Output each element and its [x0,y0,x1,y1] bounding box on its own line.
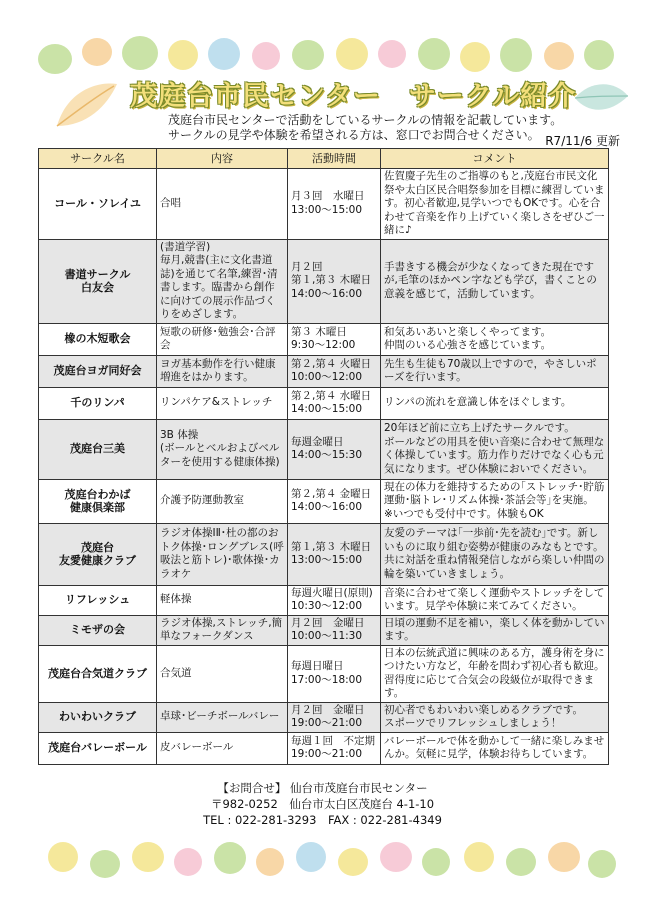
decor-dot [460,42,490,72]
intro-line: サークルの見学や体験を希望される方は、窓口でお問合せください。 [168,128,540,142]
decor-dot [174,848,202,876]
decor-dot [122,36,158,70]
time-cell: 毎週金曜日 14:00～15:30 [288,419,381,479]
decor-dot [422,848,450,876]
table-row [39,615,609,645]
decor-dot [418,38,450,70]
content-cell: ラジオ体操,ストレッチ,簡単なフォークダンス [157,615,288,645]
circle-name-cell: 茂庭台わかば 健康倶楽部 [39,479,157,523]
leaf-decoration-left [52,76,122,136]
intro-line: 茂庭台市民センターで活動をしているサークルの情報を記載しています。 [168,113,563,127]
decor-dot [252,42,280,70]
comment-cell: 手書きする機会が少なくなってきた現在ですが,毛筆のほかペン字なども学び，書くことの意義を感じて，活動しています。 [381,239,609,323]
table-row [39,585,609,615]
decor-dot [380,842,412,872]
table-row [39,323,609,355]
decor-dot [500,38,532,72]
comment-cell: 日頃の運動不足を補い，楽しく体を動かしています。 [381,615,609,645]
time-cell: 毎週１回 不定期 19:00～21:00 [288,732,381,764]
comment-cell: 20年ほど前に立ち上げたサークルです。 ボールなどの用具を使い音楽に合わせて無理なく体操しています。筋力作りだけでなく心も元気になります。ぜひ体験においでください。 [381,419,609,479]
content-cell: 皮バレーボール [157,732,288,764]
page-title: 茂庭台市民センター サークル紹介 [130,81,577,112]
comment-cell: 佐賀慶子先生のご指導のもと,茂庭台市民文化祭や太白区民合唱祭参加を目標に練習しています。初心者歓迎,見学いつでもOKです。心を合わせて音楽を作り上げていく楽しさをぜひご一緒に♪ [381,169,609,240]
table-row [39,387,609,419]
time-cell: 毎週火曜日(原則) 10:30～12:00 [288,585,381,615]
table-row [39,239,609,323]
comment-cell: バレーボールで体を動かして一緒に楽しみませんか。気軽に見学，体験お待ちしています。 [381,732,609,764]
decor-dot [48,842,78,872]
intro-text [168,113,562,143]
time-cell: 第２,第４ 金曜日 14:00～16:00 [288,479,381,523]
circle-name-cell: わいわいクラブ [39,702,157,732]
time-cell: 第２,第４ 火曜日 10:00～12:00 [288,355,381,387]
contact-line: 【お問合せ】 仙台市茂庭台市民センター [217,781,428,795]
table-row [39,355,609,387]
circle-name-cell: リフレッシュ [39,585,157,615]
decor-dot [588,850,616,878]
decor-dot [336,38,368,70]
circle-name-cell: 茂庭台三美 [39,419,157,479]
content-cell: 介護予防運動教室 [157,479,288,523]
comment-cell: 和気あいあいと楽しくやってます。 仲間のいる心強さを感じています。 [381,323,609,355]
table-row [39,732,609,764]
circle-name-cell: コール・ソレイユ [39,169,157,240]
comment-cell: リンパの流れを意識し体をほぐします。 [381,387,609,419]
time-cell: 第１,第３ 木曜日 13:00～15:00 [288,523,381,585]
comment-cell: 先生も生徒も70歳以上ですので，やさしいポーズを行います。 [381,355,609,387]
leaf-decoration-right [570,78,630,118]
table-row [39,479,609,523]
column-header: コメント [381,149,609,169]
time-cell: 月２回 金曜日 10:00～11:30 [288,615,381,645]
decor-dot [82,38,112,66]
decor-dot [208,38,240,70]
decor-dot [338,848,368,876]
updated-date: R7/11/6 更新 [545,134,620,148]
content-cell: 短歌の研修･勉強会･合評会 [157,323,288,355]
decor-dot [506,848,536,876]
content-cell: ラジオ体操ⅠⅡ･杜の都のおトク体操･ロングブレス(呼吸法と筋トレ)･歌体操･カラオケ [157,523,288,585]
content-cell: リンパケア&ストレッチ [157,387,288,419]
decor-dot [464,842,494,872]
content-cell: ヨガ基本動作を行い健康増進をはかります。 [157,355,288,387]
content-cell: 卓球･ビーチボールバレー [157,702,288,732]
comment-cell: 音楽に合わせて楽しく運動やストレッチをしています。見学や体験に来てみてください。 [381,585,609,615]
table-row [39,523,609,585]
circle-name-cell: 茂庭台ヨガ同好会 [39,355,157,387]
contact-info [0,780,645,828]
time-cell: 第３ 木曜日 9:30～12:00 [288,323,381,355]
decor-dot [38,44,72,74]
content-cell: 合唱 [157,169,288,240]
comment-cell: 友愛のテーマは｢一歩前･先を読む｣です。新しいものに取り組む姿勢が健康のみなもとです。共に対話を重ね情報発信しながら楽しい仲間の輪を築いていきましょう。 [381,523,609,585]
content-cell: 軽体操 [157,585,288,615]
decor-dot [544,42,574,70]
time-cell: 月３回 水曜日 13:00～15:00 [288,169,381,240]
decor-dot [378,40,406,68]
table-row [39,645,609,702]
comment-cell: 現在の体力を維持するための｢ストレッチ･貯筋運動･脳トレ･リズム体操･茶話会等｣を実施。 ※いつでも受付中です。体験もOK [381,479,609,523]
time-cell: 毎週日曜日 17:00～18:00 [288,645,381,702]
contact-address: 〒982-0252 仙台市太白区茂庭台 4-1-10 [210,797,435,811]
decor-dot [292,40,324,70]
circle-name-cell: 千のリンパ [39,387,157,419]
time-cell: 月２回 第１,第３ 木曜日 14:00～16:00 [288,239,381,323]
comment-cell: 日本の伝統武道に興味のある方，護身術を身につけたい方など，年齢を問わず初心者も歓迎。 習得度に応じて合気会の段級位が取得できます。 [381,645,609,702]
circle-name-cell: 書道サークル 白友会 [39,239,157,323]
comment-cell: 初心者でもわいわい楽しめるクラブです。 スポーツでリフレッシュしましょう！ [381,702,609,732]
decor-dot [548,842,580,872]
circle-name-cell: 茂庭台バレーボール [39,732,157,764]
circle-name-cell: ミモザの会 [39,615,157,645]
content-cell: (書道学習) 毎月,競書(主に文化書道誌)を通じて名筆,練習･清書します。臨書から創作に向けての展示作品づくりをめざします。 [157,239,288,323]
column-header: 内容 [157,149,288,169]
decor-dot [132,842,164,872]
circle-name-cell: 茂庭台合気道クラブ [39,645,157,702]
decor-dot [214,842,246,874]
column-header: 活動時間 [288,149,381,169]
decor-dot [168,40,198,70]
table-body [39,169,609,765]
contact-phone: TEL : 022-281-3293 FAX : 022-281-4349 [203,813,442,827]
content-cell: 3B 体操 (ボールとベルおよびベルターを使用する健康体操) [157,419,288,479]
table-header-row [39,149,609,169]
circle-table [38,148,609,765]
circle-name-cell: 橡の木短歌会 [39,323,157,355]
column-header: サークル名 [39,149,157,169]
time-cell: 月２回 金曜日 19:00～21:00 [288,702,381,732]
content-cell: 合気道 [157,645,288,702]
decor-dot [584,40,614,70]
time-cell: 第２,第４ 水曜日 14:00～15:00 [288,387,381,419]
decor-dot [90,850,120,878]
decor-dot [296,842,326,872]
decor-dot [256,848,284,876]
circle-name-cell: 茂庭台 友愛健康クラブ [39,523,157,585]
table-row [39,419,609,479]
table-row [39,169,609,240]
table-row [39,702,609,732]
